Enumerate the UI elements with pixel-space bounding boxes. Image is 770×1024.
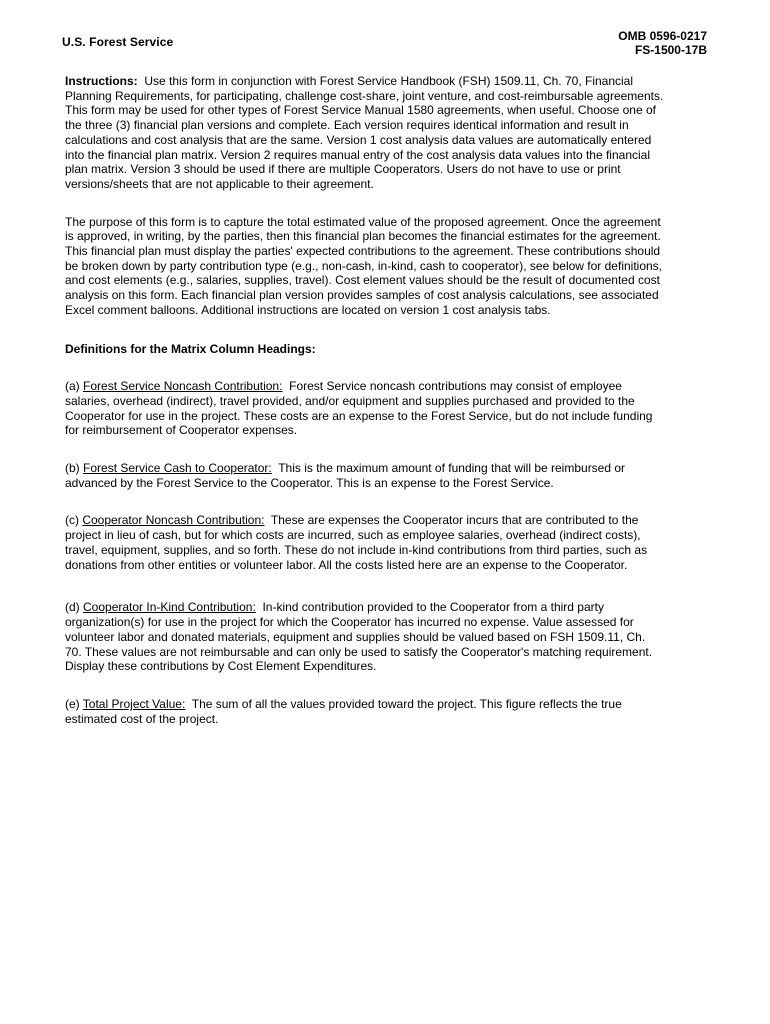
definition-term: Total Project Value:	[82, 696, 186, 711]
omb-number: OMB 0596-0217	[618, 29, 707, 43]
definition-term: Forest Service Cash to Cooperator:	[83, 461, 272, 476]
definition-item-d	[65, 600, 665, 674]
instructions-text: Use this form in conjunction with Forest Service Handbook (FSH) 1509.11, Ch. 70, Financial Planning Requirements, for participating, challenge cost-share, joint venture, and cost-reimbursable agreements. This form may be used for other types of Forest Service Manual 1580 agreements, when useful. Choose one of the three (3) financial plan versions and complete. Each version requires identical information and result in calculations and cost analysis that are the same. Version 1 cost analysis data values are automatically entered into the financial plan matrix. Version 2 requires manual entry of the cost analysis data values into the financial plan matrix. Version 3 should be used if there are multiple Cooperators. Users do not have to use or print versions/sheets that are not applicable to their agreement.	[65, 74, 664, 191]
definition-item-c	[65, 513, 665, 579]
purpose-paragraph: The purpose of this form is to capture the total estimated value of the proposed agreement. Once the agreement is approved, in writing, by the parties, then this financial plan becomes the financial estimates for the agreement. This financial plan must display the parties' expected contributions to the agreement. These contributions should be broken down by party contribution type (e.g., non-cash, in-kind, cash to cooperator), see below for definitions, and cost elements (e.g., salaries, supplies, travel). Cost element values should be the result of documented cost analysis on this form. Each financial plan version provides samples of cost analysis calculations, see associated Excel comment balloons. Additional instructions are located on version 1 cost analysis tabs.	[65, 214, 662, 317]
form-number: FS-1500-17B	[634, 43, 707, 57]
instructions-label: Instructions:	[65, 74, 138, 88]
definition-term: Cooperator Noncash Contribution:	[82, 513, 265, 528]
definition-text: In-kind contribution provided to the Cooperator from a third party organization(s) for use in the project for which the Cooperator has incurred no expense. Value assessed for volunteer labor and donated materials, equipment and supplies should be valued based on FSH 1509.11, Ch. 70. These values are not reimbursable and can only be used to satisfy the Cooperator's matching requirement. Display these contributions by Cost Element Expenditures.	[65, 600, 653, 674]
form-identifiers	[618, 29, 707, 57]
definitions-heading: Definitions for the Matrix Column Headings:	[65, 341, 316, 356]
definition-text: This is the maximum amount of funding that will be reimbursed or advanced by the Forest Service to the Cooperator. This is an expense to the Forest Service.	[65, 461, 626, 490]
agency-name: U.S. Forest Service	[62, 35, 174, 49]
definition-text: The sum of all the values provided toward the project. This figure reflects the true estimated cost of the project.	[65, 696, 622, 726]
definition-item-a	[65, 379, 665, 438]
definition-prefix: (c)	[65, 513, 79, 528]
definition-prefix: (b)	[65, 461, 80, 476]
definition-term: Forest Service Noncash Contribution:	[83, 379, 283, 394]
definition-text: Forest Service noncash contributions may consist of employee salaries, overhead (indirect), travel provided, and/or equipment and supplies purchased and provided to the Cooperator for use in the project. These costs are an expense to the Forest Service, but do not include funding for reimbursement of Cooperator expenses.	[65, 379, 653, 438]
definition-term: Cooperator In-Kind Contribution:	[83, 600, 256, 615]
instructions-paragraph	[65, 74, 665, 192]
definition-prefix: (d)	[65, 600, 80, 615]
definition-item-e	[65, 697, 665, 726]
definition-prefix: (e)	[65, 696, 80, 711]
definition-prefix: (a)	[65, 379, 80, 394]
definition-text: These are expenses the Cooperator incurs that are contributed to the project in lieu of cash, but for which costs are incurred, such as employee salaries, overhead (indirect costs), travel, equipment, supplies, and so forth. These do not include in-kind contributions from third parties, such as donations from other entities or volunteer labor. All the costs listed here are an expense to the Cooperator.	[65, 513, 648, 572]
form-body	[65, 74, 665, 749]
definition-item-b	[65, 461, 665, 490]
